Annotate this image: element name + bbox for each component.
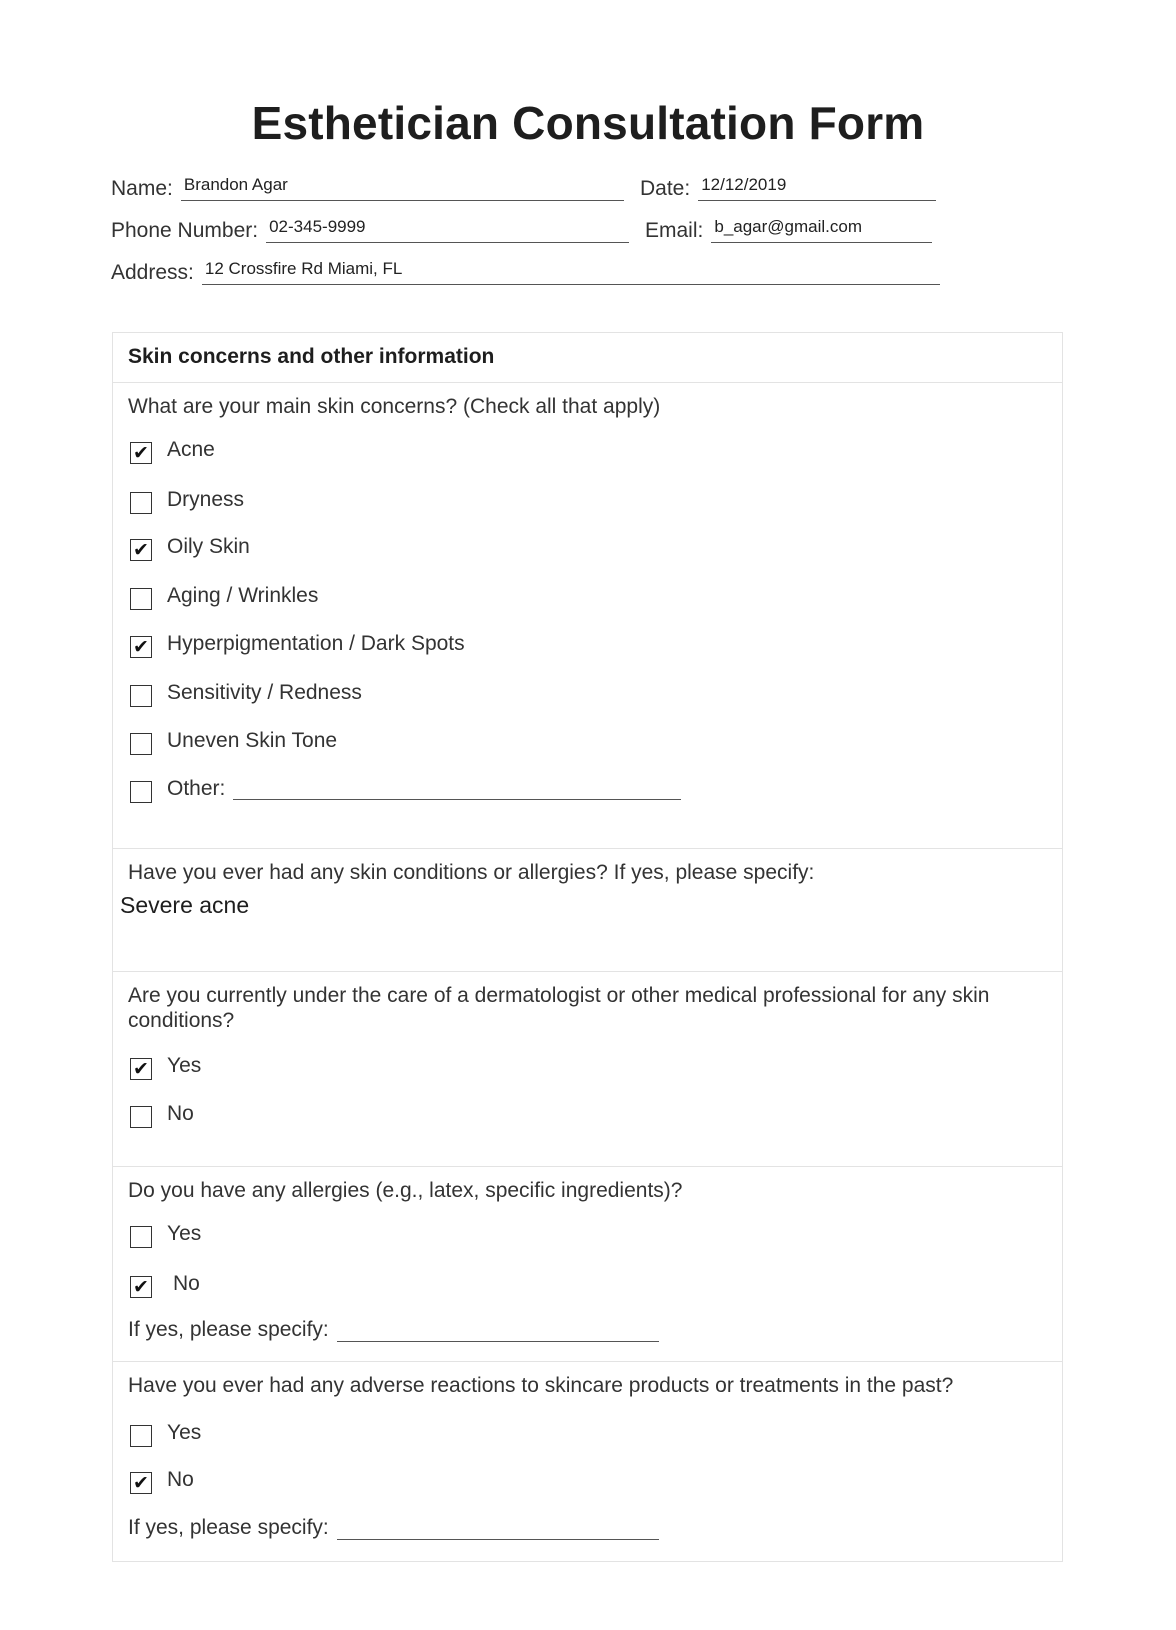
checkbox-oily-skin[interactable]: ✔ [130,539,152,561]
allergies-no[interactable] [130,1270,200,1298]
date-field[interactable] [640,176,936,201]
option-label: No [167,1468,194,1491]
allergies-specify[interactable] [128,1317,1028,1342]
concerns-question: What are your main skin concerns? (Check all that apply) [128,395,661,418]
option-label: Yes [167,1054,202,1077]
option-other[interactable] [130,775,681,803]
skin-concerns-form [112,332,1063,1562]
option-label: Uneven Skin Tone [167,729,338,752]
reactions-section [113,1361,1062,1561]
option-label: Yes [167,1421,202,1444]
option-acne[interactable] [130,436,215,464]
specify-label: If yes, please specify: [128,1516,329,1539]
option-label: Other: [167,777,226,800]
reactions-specify[interactable] [128,1515,1028,1540]
checkbox-other[interactable] [130,781,152,803]
reactions-question: Have you ever had any adverse reactions to skincare products or treatments in the past? [128,1374,954,1397]
checkbox-reactions-yes[interactable] [130,1425,152,1447]
checkbox-dermatologist-no[interactable] [130,1106,152,1128]
option-label: Oily Skin [167,535,250,558]
checkbox-allergies-yes[interactable] [130,1226,152,1248]
checkbox-hyperpigmentation[interactable]: ✔ [130,636,152,658]
date-input[interactable]: 12/12/2019 [698,176,936,201]
option-label: Dryness [167,488,245,511]
option-label: Aging / Wrinkles [167,584,319,607]
phone-field[interactable] [111,218,629,243]
option-sensitivity-redness[interactable] [130,679,362,707]
reactions-yes[interactable] [130,1419,201,1447]
option-uneven-skin-tone[interactable] [130,727,337,755]
option-label: No [173,1272,200,1295]
phone-input[interactable]: 02-345-9999 [266,218,629,243]
reactions-no[interactable] [130,1466,194,1494]
option-label: No [167,1102,194,1125]
conditions-question: Have you ever had any skin conditions or allergies? If yes, please specify: [128,861,815,884]
option-aging-wrinkles[interactable] [130,582,318,610]
date-label: Date: [640,177,691,200]
email-label: Email: [645,219,704,242]
concerns-section [113,382,1062,848]
checkbox-uneven-skin-tone[interactable] [130,733,152,755]
name-field[interactable] [111,176,624,201]
dermatologist-section [113,971,1062,1166]
section-heading: Skin concerns and other information [128,345,495,368]
address-field[interactable] [111,260,940,285]
option-hyperpigmentation[interactable] [130,630,465,658]
checkbox-acne[interactable]: ✔ [130,442,152,464]
allergies-yes[interactable] [130,1220,201,1248]
checkbox-dermatologist-yes[interactable]: ✔ [130,1058,152,1080]
option-label: Yes [167,1222,202,1245]
name-input[interactable]: Brandon Agar [181,176,624,201]
name-label: Name: [111,177,173,200]
conditions-section [113,848,1062,971]
option-label: Sensitivity / Redness [167,681,362,704]
checkbox-sensitivity-redness[interactable] [130,685,152,707]
checkbox-reactions-no[interactable]: ✔ [130,1472,152,1494]
allergies-question: Do you have any allergies (e.g., latex, specific ingredients)? [128,1179,683,1202]
allergies-specify-input[interactable] [337,1321,659,1342]
option-oily-skin[interactable] [130,533,250,561]
address-label: Address: [111,261,194,284]
email-input[interactable]: b_agar@gmail.com [711,218,932,243]
phone-label: Phone Number: [111,219,259,242]
dermatologist-yes[interactable] [130,1052,201,1080]
option-dryness[interactable] [130,486,244,514]
dermatologist-question: Are you currently under the care of a dermatologist or other medical professional for any skin conditions? [128,984,990,1032]
conditions-answer[interactable]: Severe acne [120,892,250,918]
checkbox-allergies-no[interactable]: ✔ [130,1276,152,1298]
checkbox-dryness[interactable] [130,492,152,514]
form-title: Esthetician Consultation Form [251,97,925,149]
dermatologist-no[interactable] [130,1100,194,1128]
option-label: Hyperpigmentation / Dark Spots [167,632,465,655]
specify-label: If yes, please specify: [128,1318,329,1341]
option-label: Acne [167,438,215,461]
reactions-specify-input[interactable] [337,1519,659,1540]
section-header [113,333,1062,382]
checkbox-aging-wrinkles[interactable] [130,588,152,610]
address-input[interactable]: 12 Crossfire Rd Miami, FL [202,260,940,285]
other-input[interactable] [233,779,681,800]
email-field[interactable] [645,218,932,243]
allergies-section [113,1166,1062,1361]
